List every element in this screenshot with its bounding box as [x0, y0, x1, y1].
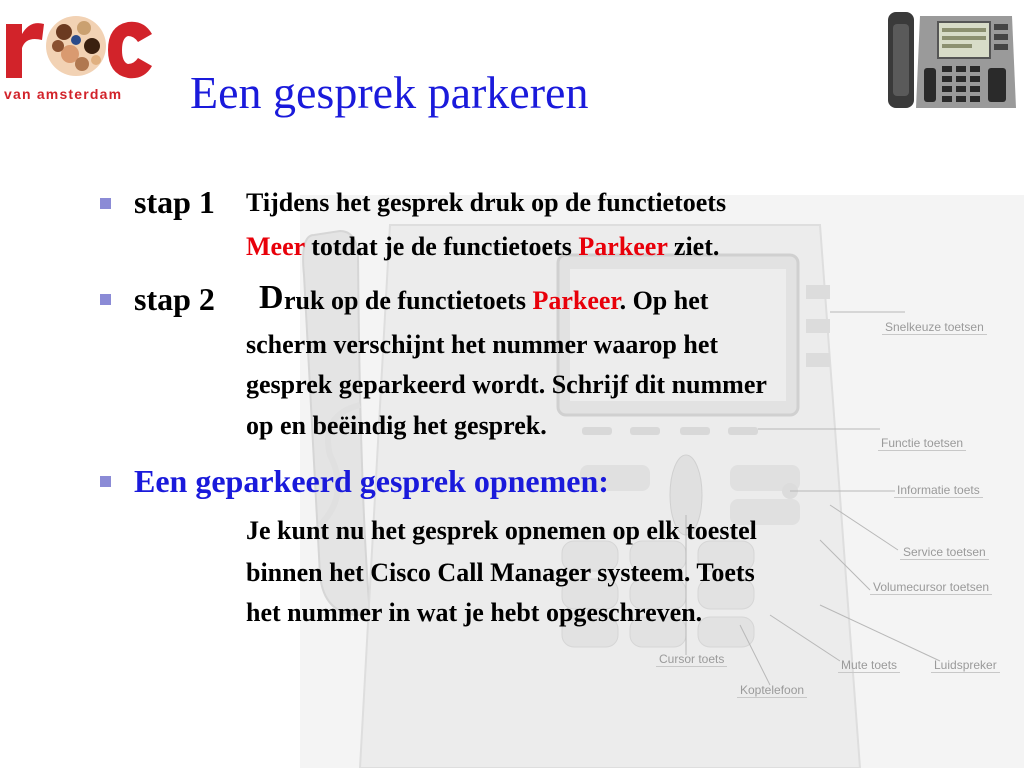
step-3-line-2: binnen het Cisco Call Manager systeem. Toets	[246, 558, 755, 587]
label-informatie-toets: Informatie toets	[894, 483, 983, 498]
step-2-line-1: ruk op de functietoets Parkeer. Op het	[284, 286, 709, 315]
label-luidspreker: Luidspreker	[931, 658, 1000, 673]
phone-photo	[880, 4, 1020, 112]
bullet-icon	[100, 198, 111, 209]
roc-logo-graphic	[0, 0, 160, 90]
label-functie-toetsen: Functie toetsen	[878, 436, 966, 451]
step-2-label: stap 2	[134, 281, 215, 317]
slide-title: Een gesprek parkeren	[190, 67, 589, 118]
step-2-line-3: gesprek geparkeerd wordt. Schrijf dit nummer	[246, 370, 767, 399]
step-3-heading: Een geparkeerd gesprek opnemen:	[134, 463, 609, 499]
step-2-drop-letter: D	[259, 279, 284, 316]
label-service-toetsen: Service toetsen	[900, 545, 989, 560]
step-3-line-1: Je kunt nu het gesprek opnemen op elk toestel	[246, 516, 757, 545]
logo-subtitle: van amsterdam	[4, 86, 123, 102]
step-2-line-4: op en beëindig het gesprek.	[246, 411, 547, 440]
step-1-label: stap 1	[134, 184, 215, 220]
bullet-icon	[100, 476, 111, 487]
label-cursor-toets: Cursor toets	[656, 652, 727, 667]
bullet-icon	[100, 294, 111, 305]
step-2-line-2: scherm verschijnt het nummer waarop het	[246, 330, 719, 359]
step-1-line-1: Tijdens het gesprek druk op de functietoets	[246, 188, 727, 217]
step-3-line-3: het nummer in wat je hebt opgeschreven.	[246, 598, 703, 627]
step-1-line-2: Meer totdat je de functietoets Parkeer ziet.	[246, 232, 720, 261]
label-volumecursor-toetsen: Volumecursor toetsen	[870, 580, 992, 595]
label-snelkeuze-toetsen: Snelkeuze toetsen	[882, 320, 987, 335]
label-koptelefoon: Koptelefoon	[737, 683, 807, 698]
label-mute-toets: Mute toets	[838, 658, 900, 673]
softkey-parkeer: Parkeer	[532, 286, 620, 315]
softkey-parkeer: Parkeer	[578, 232, 668, 261]
softkey-meer: Meer	[246, 232, 305, 261]
roc-logo	[0, 0, 160, 108]
